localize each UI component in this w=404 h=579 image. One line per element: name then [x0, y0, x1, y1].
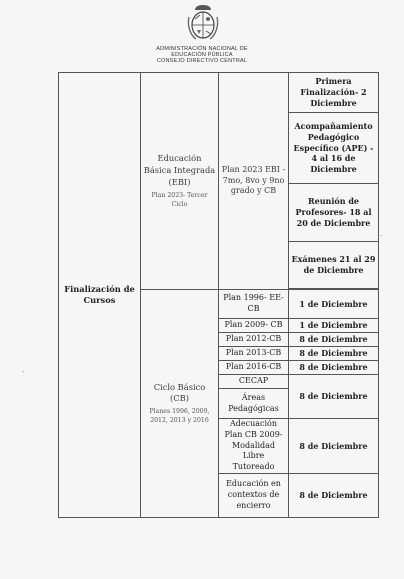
- plan-cell: Plan 2012-CB: [219, 333, 289, 347]
- group-ebi-title: Educación Básica Integrada (EBI): [143, 153, 216, 187]
- plan-cell: Plan 2016-CB: [219, 361, 289, 375]
- group-ebi-cell: [141, 73, 219, 290]
- event-exams: Exámenes 21 al 29 de Diciembre: [289, 242, 379, 289]
- header-line-2: EDUCACIÓN PÚBLICA: [171, 52, 233, 58]
- section-label: Finalización de Cursos: [64, 284, 135, 305]
- plan-cell: Plan 2009- CB: [219, 319, 289, 333]
- group-ebi-subtitle: Plan 2023- Tercer Ciclo: [151, 191, 208, 208]
- plan-cell: Plan 2013-CB: [219, 347, 289, 361]
- date-cell: 1 de Diciembre: [289, 319, 379, 333]
- section-label-cell: [59, 73, 141, 518]
- plan-ebi-cell: [219, 73, 289, 290]
- event-ape: Acompañamiento Pedagógico Específico (APE) - 4 al 16 de Diciembre: [289, 113, 379, 184]
- plan-cell: CECAP: [219, 375, 289, 389]
- header-line-3: CONSEJO DIRECTIVO CENTRAL: [156, 58, 248, 64]
- scan-speck: -: [22, 368, 25, 376]
- event-teachers-meeting: Reunión de Profesores- 18 al 20 de Diciembre: [289, 184, 379, 242]
- plan-cell: Adecuación Plan CB 2009- Modalidad Libre Tutoreado: [219, 419, 289, 474]
- header-line-1: ADMINISTRACIÓN NACIONAL DE: [156, 46, 248, 52]
- plan-cell: Áreas Pedagógicas: [219, 389, 289, 419]
- coat-of-arms-seal: [186, 3, 220, 43]
- group-cb-title: Ciclo Básico (CB): [153, 381, 206, 404]
- group-cb-cell: [141, 290, 219, 518]
- date-cell: 8 de Diciembre: [289, 333, 379, 347]
- event-first-completion: Primera Finalización- 2 Diciembre: [289, 73, 379, 113]
- group-cb-subtitle: Planes 1996, 2009, 2012, 2013 y 2016: [149, 408, 210, 425]
- date-cell: 8 de Diciembre: [289, 375, 379, 419]
- date-cell: 8 de Diciembre: [289, 361, 379, 375]
- course-completion-table: [58, 72, 379, 518]
- date-cell: 8 de Diciembre: [289, 347, 379, 361]
- plan-cell: Plan 1996- EE-CB: [219, 290, 289, 319]
- date-cell: 1 de Diciembre: [289, 290, 379, 319]
- plan-ebi-label: Plan 2023 EBI - 7mo, 8vo y 9no grado y CB: [221, 164, 286, 196]
- date-cell: 8 de Diciembre: [289, 419, 379, 474]
- date-cell: 8 de Diciembre: [289, 473, 379, 517]
- plan-cell: Educación en contextos de encierro: [219, 473, 289, 517]
- scan-speck: ·: [380, 232, 383, 240]
